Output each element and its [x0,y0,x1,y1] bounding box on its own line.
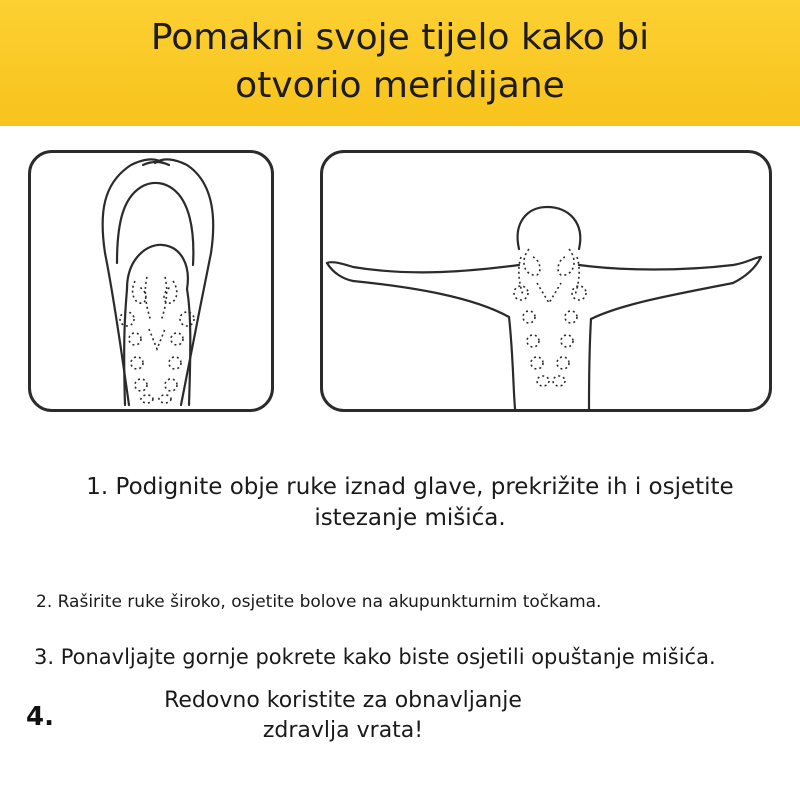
step-3-text: 3. Ponavljajte gornje pokrete kako biste osjetili opuštanje mišića. [34,645,716,669]
arms-raised-figure-icon [31,153,271,409]
step-4-line-2: zdravlja vrata! [262,718,424,743]
title-banner [0,0,800,126]
step-4-line-1: Redovno koristite za obnavljanje [164,688,522,713]
step-4-number: 4. [26,702,54,732]
step-1-line-2: istezanje mišića. [314,505,506,531]
step-1-line-1: 1. Podignite obje ruke iznad glave, prekrižite ih i osjetite [86,474,734,500]
page-title-line-1: Pomakni svoje tijelo kako bi [150,17,650,58]
step-1-text [40,472,780,534]
arms-outstretched-figure-icon [323,153,769,409]
page-title-line-2: otvorio meridijane [235,65,565,106]
step-2-text: 2. Raširite ruke široko, osjetite bolove na akupunkturnim točkama. [36,592,602,612]
illustration-panel-arms-outstretched [320,150,772,412]
illustration-panel-arms-raised [28,150,274,412]
step-4-text [110,686,576,746]
page-title [0,14,800,110]
